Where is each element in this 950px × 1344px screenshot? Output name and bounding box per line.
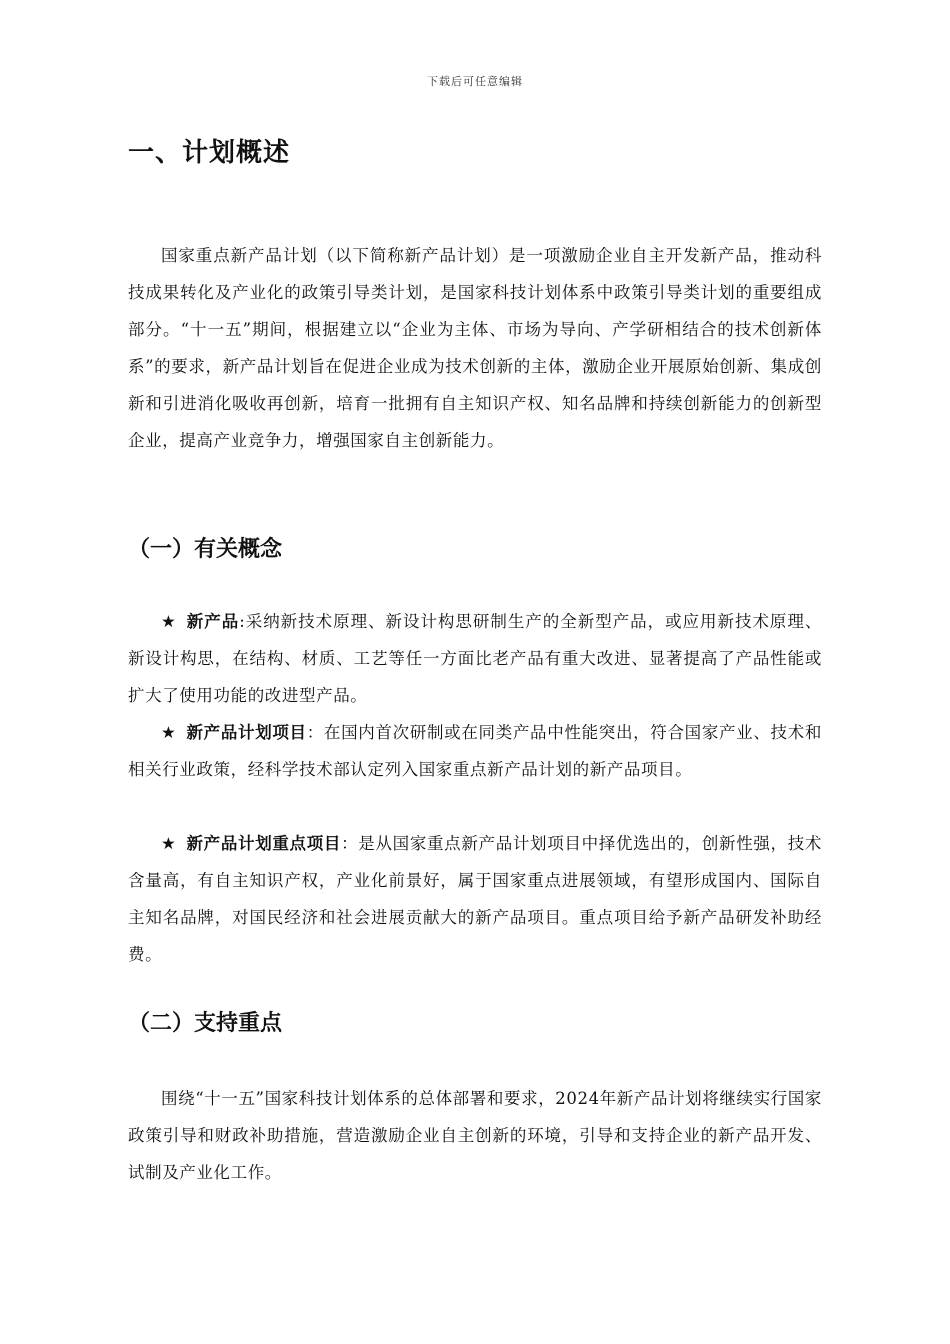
concept-term: 新产品计划项目: [186, 723, 307, 742]
intro-paragraph: 国家重点新产品计划（以下简称新产品计划）是一项激励企业自主开发新产品，推动科技成果转化及产业化的政策引导类计划，是国家科技计划体系中政策引导类计划的重要组成部分。“十一五”期间，根据建立以“企业为主体、市场为导向、产学研相结合的技术创新体系”的要求，新产品计划旨在促进企业成为技术创新的主体，激励企业开展原始创新、集成创新和引进消化吸收再创新，培育一批拥有自主知识产权、知名品牌和持续创新能力的创新型企业，提高产业竞争力，增强国家自主创新能力。: [128, 246, 822, 450]
star-icon: ★: [161, 834, 177, 853]
concept-separator: ：: [306, 723, 324, 742]
concept-definition: 在国内首次研制或在同类产品中性能突出，符合国家产业、技术和相关行业政策，经科学技术部认定列入国家重点新产品计划的新产品项目。: [128, 723, 822, 779]
concept-item-key-project: [128, 825, 822, 973]
concept-definition: 采纳新技术原理、新设计构思研制生产的全新型产品，或应用新技术原理、新设计构思，在结构、材质、工艺等任一方面比老产品有重大改进、显著提高了产品性能或扩大了使用功能的改进型产品。: [128, 612, 822, 705]
star-icon: ★: [161, 723, 177, 742]
concept-definition: 是从国家重点新产品计划项目中择优选出的，创新性强，技术含量高，有自主知识产权，产业化前景好，属于国家重点进展领域，有望形成国内、国际自主知名品牌，对国民经济和社会进展贡献大的新产品项目。重点项目给予新产品研发补助经费。: [128, 834, 823, 964]
concept-item-plan-project: [128, 714, 822, 788]
concept-separator: :: [239, 612, 246, 631]
section-title-overview: 一、计划概述: [128, 138, 291, 168]
concept-term: 新产品计划重点项目: [186, 834, 342, 853]
subsection-title-support: （二）支持重点: [128, 1011, 283, 1036]
subsection-title-concepts: （一）有关概念: [128, 537, 283, 562]
support-paragraph: 围绕“十一五”国家科技计划体系的总体部署和要求，2024年新产品计划将继续实行国家政策引导和财政补助措施，营造激励企业自主创新的环境，引导和支持企业的新产品开发、试制及产业化工作。: [128, 1089, 822, 1182]
concept-item-new-product: [128, 603, 822, 714]
concept-term: 新产品: [186, 612, 240, 631]
header-note: 下载后可任意编辑: [427, 75, 523, 88]
star-icon: ★: [161, 612, 177, 631]
concept-separator: ：: [341, 834, 359, 853]
